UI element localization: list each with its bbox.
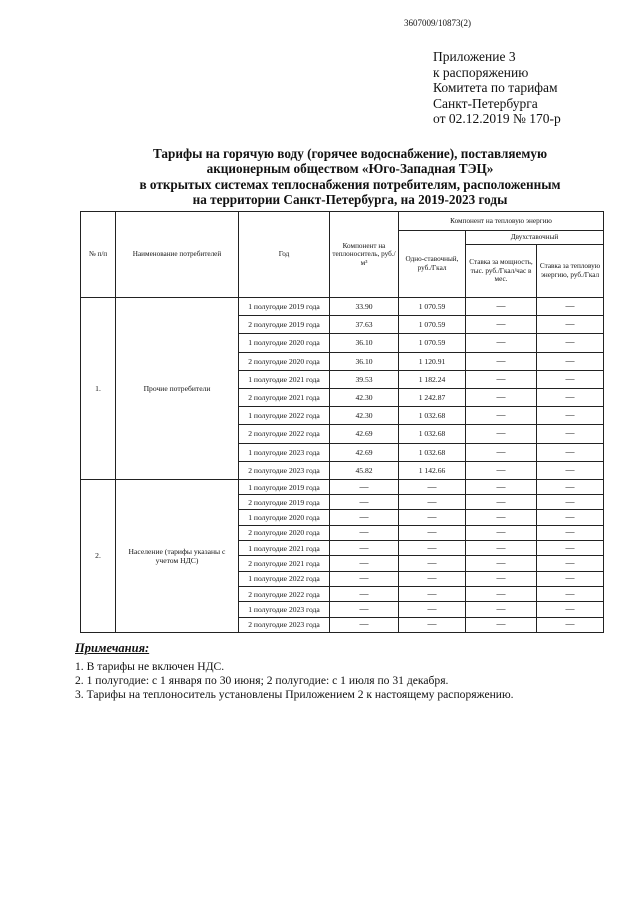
cell-energy-rate: —: [537, 617, 604, 632]
cell-carrier: 36.10: [330, 352, 399, 370]
appendix-line: к распоряжению: [433, 64, 529, 80]
title-line: на территории Санкт-Петербурга, на 2019-2023 годы: [192, 192, 508, 208]
cell-carrier: —: [330, 586, 399, 601]
cell-capacity: —: [466, 425, 537, 443]
cell-energy-rate: —: [537, 586, 604, 601]
tariff-table: [80, 211, 604, 633]
cell-one-part: —: [399, 525, 466, 540]
title-line: в открытых системах теплоснабжения потребителям, расположенным: [139, 176, 561, 192]
cell-energy-rate: —: [537, 495, 604, 510]
cell-period: 1 полугодие 2019 года: [239, 298, 330, 316]
cell-one-part: —: [399, 556, 466, 571]
cell-energy-rate: —: [537, 479, 604, 494]
cell-carrier: —: [330, 525, 399, 540]
cell-carrier: 39.53: [330, 370, 399, 388]
cell-group-num: 2.: [81, 479, 116, 632]
cell-one-part: —: [399, 586, 466, 601]
cell-carrier: 45.82: [330, 461, 399, 479]
cell-period: 1 полугодие 2021 года: [239, 541, 330, 556]
cell-one-part: 1 242.87: [399, 388, 466, 406]
cell-carrier: 42.69: [330, 443, 399, 461]
appendix-reference: [433, 49, 561, 127]
appendix-line: от 02.12.2019 № 170-р: [433, 111, 561, 127]
cell-period: 1 полугодие 2020 года: [239, 510, 330, 525]
cell-carrier: —: [330, 510, 399, 525]
cell-carrier: —: [330, 556, 399, 571]
cell-capacity: —: [466, 617, 537, 632]
cell-capacity: —: [466, 495, 537, 510]
cell-energy-rate: —: [537, 352, 604, 370]
cell-one-part: 1 070.59: [399, 316, 466, 334]
cell-consumer-name: Население (тарифы указаны с учетом НДС): [116, 479, 239, 632]
cell-capacity: —: [466, 370, 537, 388]
cell-capacity: —: [466, 556, 537, 571]
cell-capacity: —: [466, 407, 537, 425]
cell-energy-rate: —: [537, 407, 604, 425]
table-row: [81, 298, 604, 316]
header-energy: Компонент на тепловую энергию: [399, 212, 604, 231]
header-consumer: Наименование потребителей: [116, 212, 239, 298]
cell-carrier: 33.90: [330, 298, 399, 316]
cell-period: 1 полугодие 2022 года: [239, 407, 330, 425]
cell-one-part: —: [399, 571, 466, 586]
cell-energy-rate: —: [537, 316, 604, 334]
cell-capacity: —: [466, 602, 537, 617]
cell-carrier: 42.30: [330, 388, 399, 406]
cell-carrier: —: [330, 602, 399, 617]
table-row: [81, 479, 604, 494]
notes-title: Примечания:: [75, 641, 150, 655]
cell-capacity: —: [466, 571, 537, 586]
cell-energy-rate: —: [537, 556, 604, 571]
header-capacity: Ставка за мощность, тыс. руб./Гкал/час в мес.: [466, 245, 537, 298]
cell-one-part: 1 032.68: [399, 407, 466, 425]
cell-energy-rate: —: [537, 571, 604, 586]
cell-capacity: —: [466, 352, 537, 370]
tariff-table-body: [81, 298, 604, 633]
header-energy-rate: Ставка за тепловую энергию, руб./Гкал: [537, 245, 604, 298]
cell-one-part: 1 070.59: [399, 298, 466, 316]
cell-carrier: —: [330, 479, 399, 494]
cell-consumer-name: Прочие потребители: [116, 298, 239, 480]
note-item: 1. В тарифы не включен НДС.: [75, 660, 225, 673]
cell-one-part: 1 070.59: [399, 334, 466, 352]
cell-one-part: —: [399, 479, 466, 494]
cell-one-part: —: [399, 495, 466, 510]
cell-capacity: —: [466, 334, 537, 352]
cell-energy-rate: —: [537, 602, 604, 617]
notes-list: [75, 660, 514, 703]
cell-period: 2 полугодие 2022 года: [239, 425, 330, 443]
title-line: Тарифы на горячую воду (горячее водоснабжение), поставляемую: [152, 146, 548, 161]
header-year: Год: [239, 212, 330, 298]
cell-period: 2 полугодие 2020 года: [239, 525, 330, 540]
cell-energy-rate: —: [537, 510, 604, 525]
cell-energy-rate: —: [537, 388, 604, 406]
cell-energy-rate: —: [537, 541, 604, 556]
cell-period: 1 полугодие 2022 года: [239, 571, 330, 586]
appendix-line: Санкт-Петербурга: [433, 95, 538, 111]
note-item: 2. 1 полугодие: с 1 января по 30 июня; 2 полугодие: с 1 июля по 31 декабря.: [75, 674, 449, 688]
cell-carrier: 42.69: [330, 425, 399, 443]
header-carrier: Компонент на теплоноситель, руб./м³: [330, 212, 399, 298]
cell-capacity: —: [466, 461, 537, 479]
cell-energy-rate: —: [537, 298, 604, 316]
cell-period: 2 полугодие 2019 года: [239, 316, 330, 334]
cell-capacity: —: [466, 316, 537, 334]
appendix-line: Приложение 3: [433, 49, 516, 64]
cell-capacity: —: [466, 510, 537, 525]
title-line: акционерным обществом «Юго-Западная ТЭЦ»: [206, 161, 494, 177]
cell-one-part: —: [399, 602, 466, 617]
cell-capacity: —: [466, 443, 537, 461]
cell-one-part: —: [399, 617, 466, 632]
cell-capacity: —: [466, 298, 537, 316]
cell-energy-rate: —: [537, 425, 604, 443]
cell-carrier: —: [330, 541, 399, 556]
cell-period: 1 полугодие 2023 года: [239, 602, 330, 617]
cell-one-part: 1 142.66: [399, 461, 466, 479]
cell-one-part: —: [399, 541, 466, 556]
cell-capacity: —: [466, 479, 537, 494]
cell-period: 2 полугодие 2022 года: [239, 586, 330, 601]
cell-one-part: 1 120.91: [399, 352, 466, 370]
cell-period: 2 полугодие 2019 года: [239, 495, 330, 510]
cell-energy-rate: —: [537, 334, 604, 352]
cell-period: 1 полугодие 2019 года: [239, 479, 330, 494]
cell-period: 2 полугодие 2021 года: [239, 556, 330, 571]
note-item: 3. Тарифы на теплоноситель установлены Приложением 2 к настоящему распоряжению.: [75, 688, 514, 702]
header-two-part: Двухставочный: [466, 231, 604, 245]
cell-period: 2 полугодие 2023 года: [239, 461, 330, 479]
cell-carrier: 42.30: [330, 407, 399, 425]
cell-one-part: 1 032.68: [399, 425, 466, 443]
header-one-part: Одно-ставочный, руб./Гкал: [399, 231, 466, 298]
cell-period: 1 полугодие 2020 года: [239, 334, 330, 352]
cell-energy-rate: —: [537, 370, 604, 388]
cell-one-part: —: [399, 510, 466, 525]
cell-capacity: —: [466, 525, 537, 540]
cell-energy-rate: —: [537, 443, 604, 461]
cell-carrier: —: [330, 495, 399, 510]
cell-period: 2 полугодие 2021 года: [239, 388, 330, 406]
cell-carrier: —: [330, 571, 399, 586]
cell-carrier: 36.10: [330, 334, 399, 352]
cell-energy-rate: —: [537, 461, 604, 479]
document-id: 3607009/10873(2): [404, 18, 471, 28]
cell-one-part: 1 182.24: [399, 370, 466, 388]
cell-period: 2 полугодие 2020 года: [239, 352, 330, 370]
header-num: № п/п: [81, 212, 116, 298]
cell-one-part: 1 032.68: [399, 443, 466, 461]
cell-capacity: —: [466, 586, 537, 601]
cell-capacity: —: [466, 388, 537, 406]
cell-energy-rate: —: [537, 525, 604, 540]
cell-group-num: 1.: [81, 298, 116, 480]
cell-capacity: —: [466, 541, 537, 556]
cell-period: 1 полугодие 2021 года: [239, 370, 330, 388]
cell-carrier: —: [330, 617, 399, 632]
cell-period: 2 полугодие 2023 года: [239, 617, 330, 632]
document-title: [60, 146, 640, 208]
cell-carrier: 37.63: [330, 316, 399, 334]
appendix-line: Комитета по тарифам: [433, 80, 558, 96]
cell-period: 1 полугодие 2023 года: [239, 443, 330, 461]
